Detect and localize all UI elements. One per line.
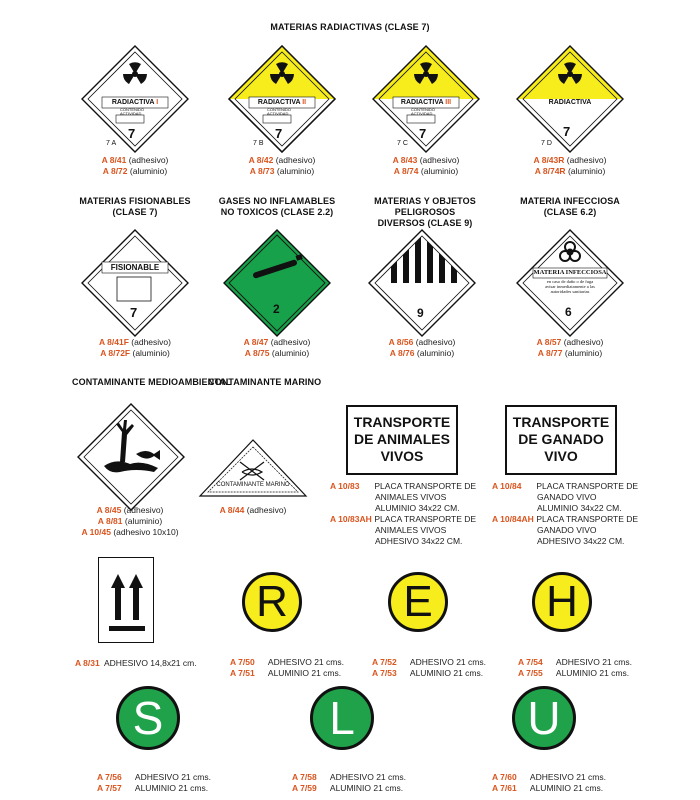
product-desc: (adhesivo 10x10) [113,527,179,537]
actividad-text: ACTIVIDAD [267,111,289,116]
product-code: A 8/77 [537,348,563,358]
caption-radioactive-4 [515,155,625,177]
product-desc: (adhesivo) [566,155,607,165]
product-code: A 8/57 [536,337,562,347]
actividad-text: ACTIVIDAD [120,111,142,116]
marine-triangle [198,438,308,498]
product-desc: ADHESIVO 21 cms. [555,657,632,667]
product-desc: GANADO VIVO [537,492,597,502]
radioactive-label-4 [515,44,625,164]
caption-ganado [492,481,638,547]
product-desc: PLACA TRANSPORTE DE [536,514,639,524]
fisionable-diamond [80,228,190,338]
product-code: A 8/72 [102,166,128,176]
caption-disc-e [372,657,486,679]
product-desc: (adhesivo) [419,155,460,165]
product-code: A 8/75 [244,348,270,358]
title-marine: CONTAMINANTE MARINO [208,377,322,387]
class-number: 7 [563,124,571,139]
gas-diamond [222,228,332,338]
infectious-note: en caso de daño o de fuga avisar inmediatamente a las autoridades sanitarias [545,279,595,294]
actividad-text: ACTIVIDAD [411,111,433,116]
disc-h: H [532,572,592,632]
product-desc: (aluminio) [420,166,459,176]
caption-radioactive-2 [227,155,337,177]
disc-l: L [310,686,374,750]
plate-line: TRANSPORTE [353,414,451,430]
product-desc: ALUMINIO 21 cms. [134,783,209,793]
product-desc: (adhesivo) [246,505,287,515]
product-code: A 7/50 [230,657,255,667]
caption-infecciosa [515,337,625,359]
product-code: A 8/81 [97,516,123,526]
product-desc: (adhesivo) [563,337,604,347]
sub-letter: 7 C [397,140,408,147]
caption-disc-s [97,772,211,794]
product-desc: ADHESIVO 21 cms. [329,772,406,782]
product-desc: (aluminio) [416,348,455,358]
product-code: A 8/56 [388,337,414,347]
radioactive-label-2 [227,44,337,164]
product-code: A 7/56 [97,772,122,782]
caption-radioactive-3 [371,155,481,177]
infectious-text: MATERIA INFECCIOSA [533,269,607,276]
section-title: MATERIAS RADIACTIVAS (CLASE 7) [270,22,430,32]
radioactive-label-text: RADIACTIVA [548,99,592,106]
product-code: A 7/52 [372,657,397,667]
product-code: A 8/47 [243,337,269,347]
fisionable-label [80,228,190,338]
caption-fisionables [80,337,190,359]
product-desc: (aluminio) [564,348,603,358]
title-env: CONTAMINANTE MEDIOAMBIENTAL [72,377,232,387]
product-desc: ALUMINIO 34x22 CM. [375,503,460,513]
disc-e: E [388,572,448,632]
product-desc: ALUMINIO 21 cms. [555,668,630,678]
this-way-up-label [98,557,154,643]
product-desc: ANIMALES VIVOS [375,492,447,502]
product-desc: (adhesivo) [131,337,171,347]
up-arrows-icon [99,558,155,644]
title-infecciosa: MATERIA INFECCIOSA (CLASE 6.2) [520,196,620,217]
plate-ganado-vivo [505,405,617,475]
radioactive-label-text: RADIACTIVA [111,99,155,106]
product-desc: ANIMALES VIVOS [375,525,447,535]
disc-u: U [512,686,576,750]
plate-animales-vivos [346,405,458,475]
radioactive-roman: III [445,99,452,106]
product-desc: ADHESIVO 14,8x21 cm. [104,658,197,668]
env-hazard-diamond [76,402,186,512]
miscellaneous-label [367,228,477,338]
radioactive-label-text: RADIACTIVA [257,99,301,106]
sub-letter: 7 A [106,140,117,147]
product-code: A 10/45 [81,527,111,537]
disc-r: R [242,572,302,632]
caption-animales [330,481,476,547]
product-desc: ALUMINIO 21 cms. [409,668,484,678]
title-gases: GASES NO INFLAMABLES NO TOXICOS (CLASE 2.2) [218,196,336,217]
marine-pollutant-label [198,438,308,498]
product-desc: ALUMINIO 21 cms. [329,783,404,793]
product-code: A 8/44 [219,505,245,515]
product-desc: ALUMINIO 21 cms. [529,783,604,793]
class-number: 7 [419,126,427,141]
product-desc: (aluminio) [124,516,163,526]
product-code: A 7/61 [492,783,517,793]
contenido-text: CONTENIDO [411,107,435,112]
title-fisionables: MATERIAS FISIONABLES (CLASE 7) [79,196,191,217]
class-number: 7 [128,126,136,141]
caption-arrows [75,658,197,669]
product-desc: ADHESIVO 21 cms. [529,772,606,782]
caption-disc-h [518,657,632,679]
class-number: 9 [417,306,424,320]
radioactive-label-text: RADIACTIVA [400,99,444,106]
contenido-text: CONTENIDO [267,107,291,112]
env-hazard-label [76,402,186,512]
product-desc: PLACA TRANSPORTE DE [374,481,477,491]
marine-text: CONTAMINANTE MARINO [216,482,290,488]
product-code: A 7/53 [372,668,397,678]
product-code: A 8/42 [248,155,274,165]
class-number: 7 [275,126,283,141]
product-desc: ADHESIVO 21 cms. [134,772,211,782]
product-code: A 7/51 [230,668,255,678]
caption-disc-r [230,657,344,679]
caption-marine [198,505,308,516]
product-desc: PLACA TRANSPORTE DE [374,514,477,524]
product-desc: (aluminio) [129,166,168,176]
product-desc: (adhesivo) [275,155,316,165]
title-diversos: MATERIAS Y OBJETOS PELIGROSOS DIVERSOS (CLASE 9) [374,196,476,228]
product-desc: ADHESIVO 21 cms. [409,657,486,667]
caption-disc-l [292,772,406,794]
radioactive-roman: II [302,99,307,106]
radioactive-roman: I [156,99,159,106]
class9-diamond [367,228,477,338]
caption-env [60,505,200,538]
fisionable-text: FISIONABLE [110,263,160,272]
product-desc: (aluminio) [567,166,606,176]
caption-gases [222,337,332,359]
product-desc: GANADO VIVO [537,525,597,535]
caption-radioactive-1 [80,155,190,177]
product-code: A 8/43R [533,155,565,165]
class-number: 7 [130,305,138,320]
product-code: A 8/41 [101,155,127,165]
product-code: A 7/58 [292,772,317,782]
infectious-label [515,228,625,338]
plate-line: VIVO [544,448,578,464]
class-number: 6 [565,305,572,319]
class-number: 2 [273,302,280,316]
plate-line: TRANSPORTE [512,414,610,430]
product-desc: ADHESIVO 34x22 CM. [537,536,625,546]
product-desc: PLACA TRANSPORTE DE [536,481,639,491]
product-code: A 10/83 [330,481,360,491]
product-code: A 8/31 [75,658,100,668]
product-desc: ADHESIVO 21 cms. [267,657,344,667]
sub-letter: 7 D [541,140,552,147]
caption-disc-u [492,772,606,794]
gas-label [222,228,332,338]
product-code: A 7/57 [97,783,122,793]
product-code: A 10/84 [492,481,522,491]
product-desc: (adhesivo) [270,337,311,347]
product-code: A 7/54 [518,657,543,667]
product-desc: (adhesivo) [123,505,164,515]
product-code: A 7/60 [492,772,517,782]
product-code: A 8/41F [99,337,129,347]
product-code: A 8/72F [100,348,131,358]
product-code: A 8/45 [96,505,122,515]
product-desc: (aluminio) [271,348,310,358]
product-desc: ALUMINIO 21 cms. [267,668,342,678]
product-desc: ALUMINIO 34x22 CM. [537,503,622,513]
product-code: A 8/73 [249,166,275,176]
product-code: A 8/43 [392,155,418,165]
caption-diversos [367,337,477,359]
product-code: A 10/84AH [492,514,534,524]
product-code: A 7/59 [292,783,317,793]
plate-line: DE ANIMALES [354,431,450,447]
product-desc: (aluminio) [132,348,170,358]
product-code: A 8/76 [389,348,415,358]
sub-letter: 7 B [253,140,264,147]
radioactive-label-3 [371,44,481,164]
product-code: A 10/83AH [330,514,372,524]
radioactive-label-1 [80,44,190,164]
product-code: A 8/74R [534,166,566,176]
plate-line: DE GANADO [518,431,604,447]
plate-line: VIVOS [380,448,424,464]
disc-s: S [116,686,180,750]
product-desc: ADHESIVO 34x22 CM. [375,536,463,546]
contenido-text: CONTENIDO [120,107,144,112]
product-code: A 8/74 [393,166,419,176]
product-desc: (adhesivo) [415,337,456,347]
product-code: A 7/55 [518,668,543,678]
product-desc: (aluminio) [276,166,315,176]
product-desc: (adhesivo) [128,155,169,165]
